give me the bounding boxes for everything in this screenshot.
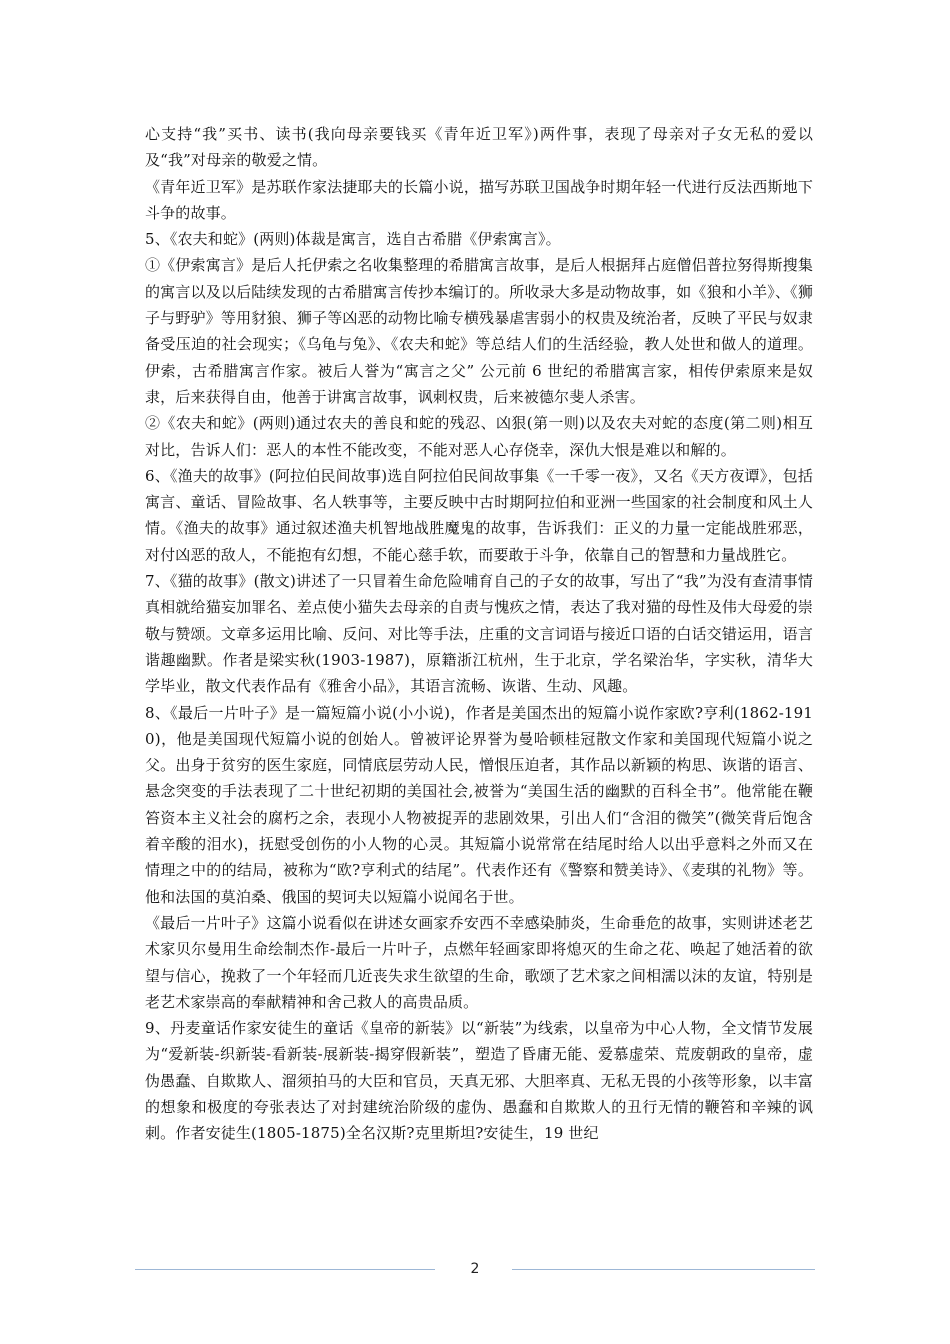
document-body [145,121,813,1147]
paragraph-7: 7、《猫的故事》(散文)讲述了一只冒着生命危险哺育自己的子女的故事，写出了“我”为没有查清事情真相就给猫妄加罪名、差点使小猫失去母亲的自责与愧疚之情，表达了我对猫的母性及伟大母爱的崇敬与赞颂。文章多运用比喻、反问、对比等手法，庄重的文言词语与接近口语的白话交错运用，语言谐趣幽默。作者是梁实秋(1903-1987)，原籍浙江杭州，生于北京，学名梁治华，字实秋，清华大学毕业，散文代表作品有《雅舍小品》，其语言流畅、诙谐、生动、风趣。 [145,572,813,696]
footer-rule-left [135,1269,435,1270]
paragraph-8: 8、《最后一片叶子》是一篇短篇小说(小小说)，作者是美国杰出的短篇小说作家欧?亨利(1862-1910)，他是美国现代短篇小说的创始人。曾被评论界誉为曼哈顿桂冠散文作家和美国现代短篇小说之父。出身于贫穷的医生家庭，同情底层劳动人民，憎恨压迫者，其作品以新颖的构思、诙谐的语言、悬念突变的手法表现了二十世纪初期的美国社会,被誉为“美国生活的幽默的百科全书”。他常能在鞭笞资本主义社会的腐朽之余，表现小人物被捉弄的悲剧效果，引出人们“含泪的微笑”(微笑背后饱含着辛酸的泪水)，抚慰受创伤的小人物的心灵。其短篇小说常常在结尾时给人以出乎意料之外而又在情理之中的的结局，被称为“欧?亨利式的结尾”。代表作还有《警察和赞美诗》、《麦琪的礼物》等。他和法国的莫泊桑、俄国的契诃夫以短篇小说闻名于世。 [145,703,813,906]
page-number: 2 [470,1261,480,1277]
paragraph-2: 《青年近卫军》是苏联作家法捷耶夫的长篇小说，描写苏联卫国战争时期年轻一代进行反法西斯地下斗争的故事。 [145,177,813,222]
footer-rule-right [512,1269,815,1270]
paragraph-3: 5、《农夫和蛇》(两则)体裁是寓言，选自古希腊《伊索寓言》。 [145,230,561,249]
paragraph-10: 9、丹麦童话作家安徒生的童话《皇帝的新装》以“新装”为线索，以皇帝为中心人物，全文情节发展为“爱新装-织新装-看新装-展新装-揭穿假新装”，塑造了昏庸无能、爱慕虚荣、荒废朝政的皇帝，虚伪愚蠢、自欺欺人、溜须拍马的大臣和官员，天真无邪、大胆率真、无私无畏的小孩等形象，以丰富的想象和极度的夸张表达了对封建统治阶级的虚伪、愚蠢和自欺欺人的丑行无情的鞭笞和辛辣的讽刺。作者安徒生(1805-1875)全名汉斯?克里斯坦?安徒生，19 世纪 [145,1019,813,1143]
paragraph-5: ②《农夫和蛇》(两则)通过农夫的善良和蛇的残忍、凶狠(第一则)以及农夫对蛇的态度(第二则)相互对比，告诉人们：恶人的本性不能改变，不能对恶人心存侥幸，深仇大恨是难以和解的。 [145,414,813,459]
page-footer [0,1258,950,1282]
paragraph-9: 《最后一片叶子》这篇小说看似在讲述女画家乔安西不幸感染肺炎，生命垂危的故事，实则讲述老艺术家贝尔曼用生命绘制杰作-最后一片叶子，点燃年轻画家即将熄灭的生命之花、唤起了她活着的欲望与信心，挽救了一个年轻而几近丧失求生欲望的生命，歌颂了艺术家之间相濡以沫的友谊，特别是老艺术家崇高的奉献精神和舍己救人的高贵品质。 [145,913,813,1011]
paragraph-4: ①《伊索寓言》是后人托伊索之名收集整理的希腊寓言故事，是后人根据拜占庭僧侣普拉努得斯搜集的寓言以及以后陆续发现的古希腊寓言传抄本编订的。所收录大多是动物故事，如《狼和小羊》、《狮子与野驴》等用豺狼、狮子等凶恶的动物比喻专横残暴虐害弱小的权贵及统治者，反映了平民与奴隶备受压迫的社会现实；《乌龟与兔》、《农夫和蛇》等总结人们的生活经验，教人处世和做人的道理。伊索，古希腊寓言作家。被后人誉为“寓言之父” 公元前 6 世纪的希腊寓言家，相传伊索原来是奴隶，后来获得自由，他善于讲寓言故事，讽刺权贵，后来被德尔斐人杀害。 [145,256,813,406]
paragraph-1: 心支持“我”买书、读书(我向母亲要钱买《青年近卫军》)两件事，表现了母亲对子女无私的爱以及“我”对母亲的敬爱之情。 [145,125,813,170]
paragraph-6: 6、《渔夫的故事》(阿拉伯民间故事)选自阿拉伯民间故事集《一千零一夜》，又名《天方夜谭》，包括寓言、童话、冒险故事、名人轶事等，主要反映中古时期阿拉伯和亚洲一些国家的社会制度和风土人情。《渔夫的故事》通过叙述渔夫机智地战胜魔鬼的故事，告诉我们：正义的力量一定能战胜邪恶，对付凶恶的敌人，不能抱有幻想，不能心慈手软，而要敢于斗争，依靠自己的智慧和力量战胜它。 [145,466,813,564]
